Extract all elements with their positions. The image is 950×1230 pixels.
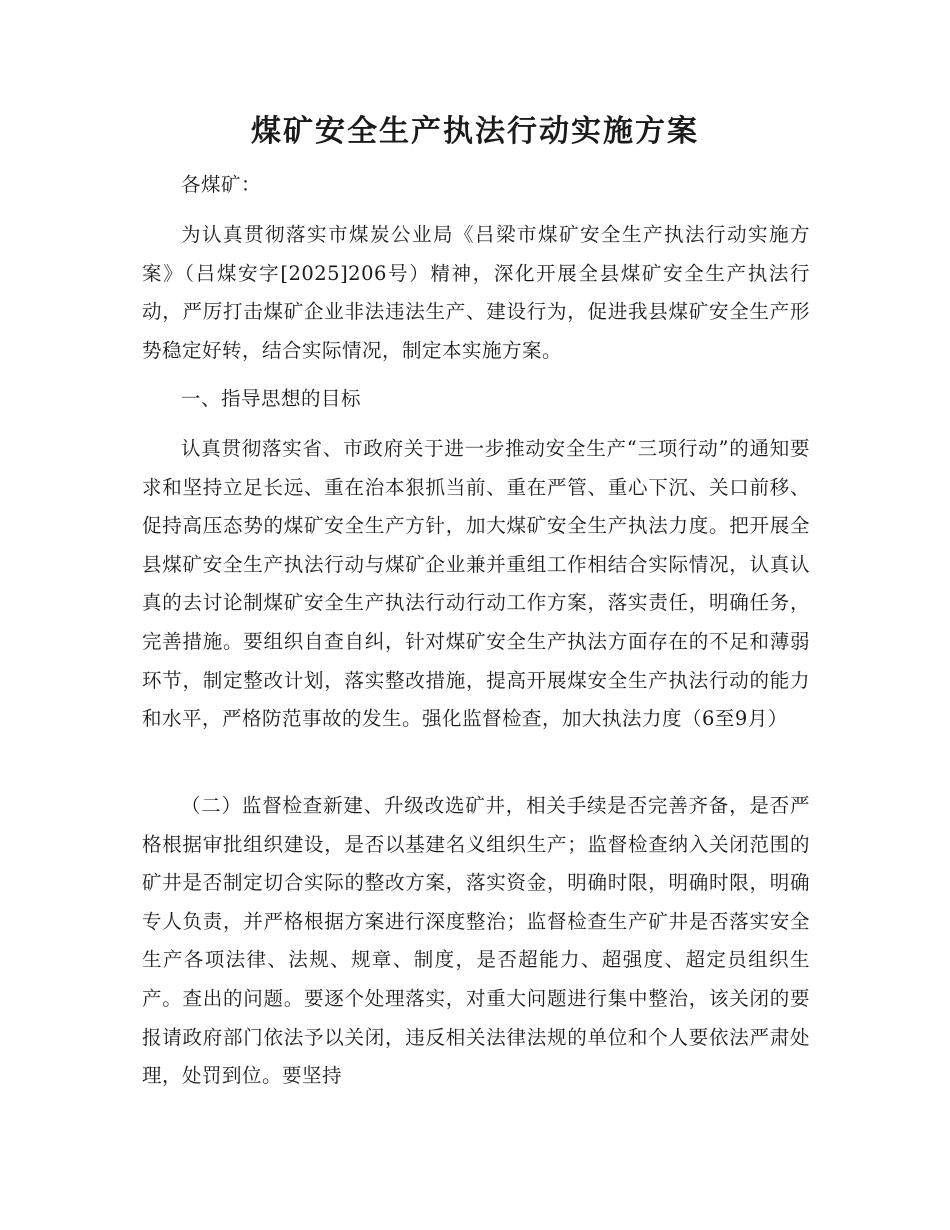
intro-paragraph: 为认真贯彻落实市煤炭公业局《吕梁市煤矿安全生产执法行动实施方案》（吕煤安字[2025]206号）精神，深化开展全县煤矿安全生产执法行动，严厉打击煤矿企业非法违法生产、建设行为，促进我县煤矿安全生产形势稳定好转，结合实际情况，制定本实施方案。 [142, 223, 810, 362]
section-2-paragraph: （二）监督检查新建、升级改选矿井，相关手续是否完善齐备，是否严格根据审批组织建设，是否以基建名义组织生产；监督检查纳入关闭范围的矿井是否制定切合实际的整改方案，落实资金，明确时限，明确时限，明确专人负责，并严格根据方案进行深度整治；监督检查生产矿井是否落实安全生产各项法律、法规、规章、制度，是否超能力、超强度、超定员组织生产。查出的问题。要逐个处理落实，对重大问题进行集中整治，该关闭的要报请政府部门依法予以关闭，违反相关法律法规的单位和个人要依法严肃处理，处罚到位。要坚持 [142, 794, 810, 1088]
document-title: 煤矿安全生产执法行动实施方案 [251, 114, 699, 149]
greeting-line: 各煤矿： [181, 173, 262, 196]
guideline-paragraph: 认真贯彻落实省、市政府关于进一步推动安全生产“三项行动”的通知要求和坚持立足长远、重在治本狠抓当前、重在严管、重心下沉、关口前移、促持高压态势的煤矿安全生产方针，加大煤矿安全生产执法力度。把开展全县煤矿安全生产执法行动与煤矿企业兼并重组工作相结合实际情况，认真认真的去讨论制煤矿安全生产执法行动行动工作方案，落实责任，明确任务，完善措施。要组织自查自纠，针对煤矿安全生产执法方面存在的不足和薄弱环节，制定整改计划，落实整改措施，提高开展煤安全生产执法行动的能力和水平，严格防范事故的发生。强化监督检查，加大执法力度（6至9月） [142, 437, 810, 731]
section-heading-1: 一、指导思想的目标 [181, 387, 362, 410]
